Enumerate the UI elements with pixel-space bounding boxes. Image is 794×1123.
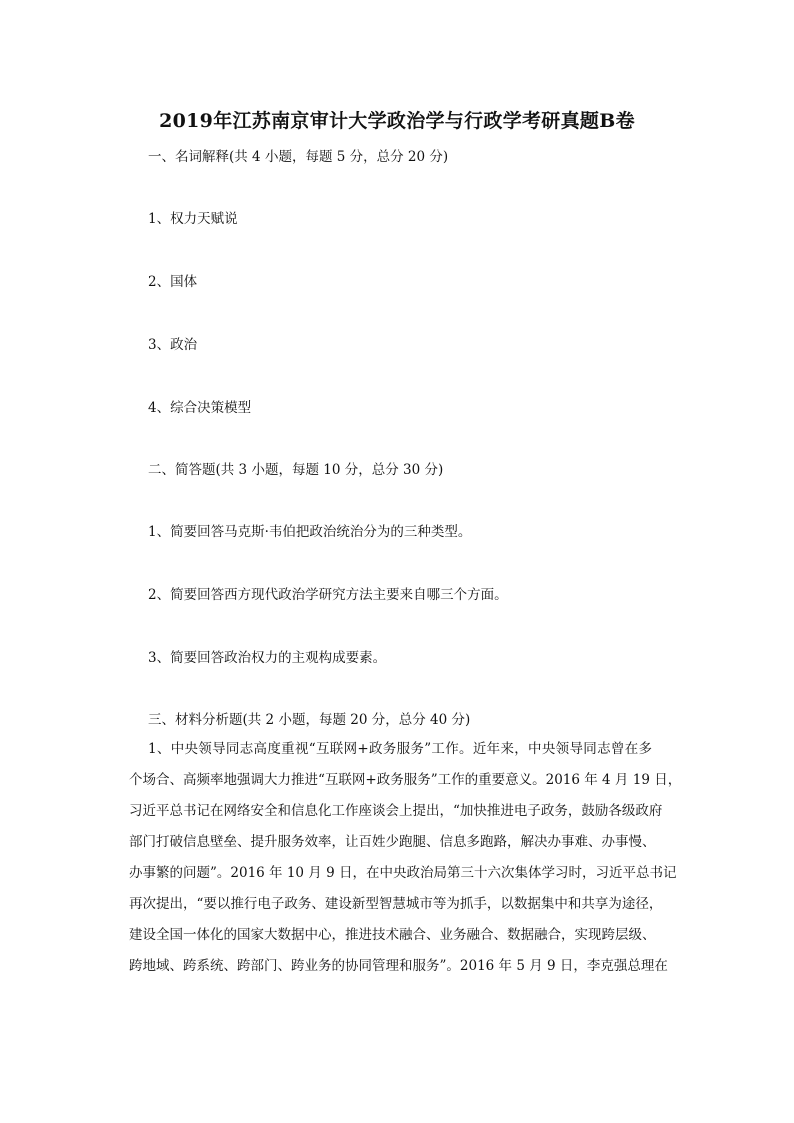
paragraph-line: 跨地域、跨系统、跨部门、跨业务的协同管理和服务”。2016 年 5 月 9 日，李克强总理在 (129, 958, 668, 974)
paragraph-line: 建设全国一体化的国家大数据中心，推进技术融合、业务融合、数据融合，实现跨层级、 (129, 927, 656, 943)
paragraph-line: 1、中央领导同志高度重视“互联网+政务服务”工作。近年来，中央领导同志曾在多 (148, 741, 652, 757)
question-item: 1、权力天赋说 (148, 211, 238, 227)
question-item: 3、政治 (148, 337, 198, 353)
question-item: 1、简要回答马克斯·韦伯把政治统治分为的三种类型。 (148, 524, 472, 540)
section-2-heading: 二、简答题(共 3 小题，每题 10 分，总分 30 分) (148, 462, 444, 478)
material-paragraph (129, 734, 682, 982)
question-item: 3、简要回答政治权力的主观构成要素。 (148, 650, 387, 666)
paragraph-line: 习近平总书记在网络安全和信息化工作座谈会上提出，“加快推进电子政务，鼓励各级政府 (129, 803, 663, 819)
document-title: 2019年江苏南京审计大学政治学与行政学考研真题B卷 (159, 110, 635, 132)
paragraph-line: 办事繁的问题”。2016 年 10 月 9 日，在中央政治局第三十六次集体学习时，习近平总书记 (129, 865, 677, 881)
question-item: 4、综合决策模型 (148, 400, 252, 416)
section-1-heading: 一、名词解释(共 4 小题，每题 5 分，总分 20 分) (148, 149, 449, 165)
question-item: 2、国体 (148, 274, 198, 290)
paragraph-line: 再次提出，“要以推行电子政务、建设新型智慧城市等为抓手，以数据集中和共享为途径， (129, 896, 663, 912)
section-3-heading: 三、材料分析题(共 2 小题，每题 20 分，总分 40 分) (148, 712, 471, 728)
paragraph-line: 部门打破信息壁垒、提升服务效率，让百姓少跑腿、信息多跑路，解决办事难、办事慢、 (129, 834, 656, 850)
paragraph-line: 个场合、高频率地强调大力推进“互联网+政务服务”工作的重要意义。2016 年 4 月 19 日， (129, 772, 682, 788)
question-item: 2、简要回答西方现代政治学研究方法主要来自哪三个方面。 (148, 587, 508, 603)
